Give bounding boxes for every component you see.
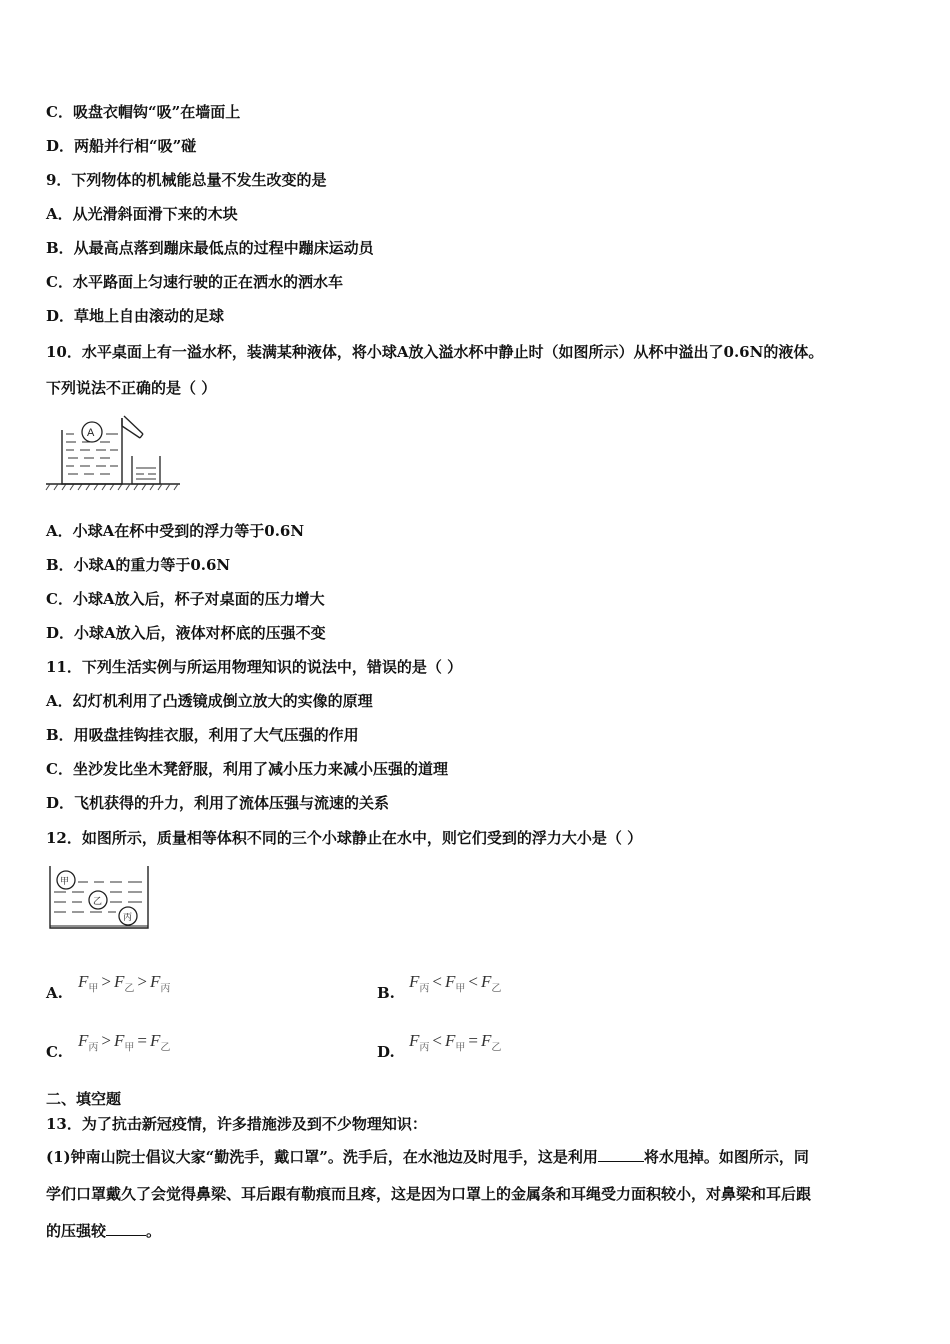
q12-option-d-formula: $F_丙 < F_甲 = F_乙$	[409, 1031, 502, 1054]
q12-option-a-label: A.	[46, 984, 63, 1002]
q13-part1-line1: (1)钟南山院士倡议大家“勤洗手，戴口罩”。洗手后，在水池边及时甩手，这是利用 将水甩掉。如图所示，同	[46, 1148, 809, 1166]
q9-option-b: B．从最高点落到蹦床最低点的过程中蹦床运动员	[46, 239, 374, 257]
q8-option-d: D．两船并行相“吸”碰	[46, 137, 197, 155]
ball-yi-label: 乙	[93, 897, 103, 907]
q12-option-b-formula: $F_丙 < F_甲 < F_乙$	[409, 972, 502, 995]
q10-overflow-cup-figure	[44, 412, 184, 492]
q11-option-d: D．飞机获得的升力，利用了流体压强与流速的关系	[46, 794, 390, 812]
q10-stem-line1: 10．水平桌面上有一溢水杯，装满某种液体，将小球A放入溢水杯中静止时（如图所示）从杯中溢出了0.6N的液体。	[46, 343, 824, 361]
ball-a-label: A	[87, 427, 95, 439]
q12-option-c-label: C.	[46, 1043, 63, 1061]
q12-option-a-formula: $F_甲 > F_乙 > F_丙$	[78, 972, 171, 995]
q12-stem: 12．如图所示，质量相等体积不同的三个小球静止在水中，则它们受到的浮力大小是（ ）	[46, 829, 643, 847]
q9-option-c: C．水平路面上匀速行驶的正在洒水的洒水车	[46, 273, 343, 291]
q10-option-c: C．小球A放入后，杯子对桌面的压力增大	[46, 590, 325, 608]
q10-option-a: A．小球A在杯中受到的浮力等于0.6N	[46, 522, 305, 540]
q10-stem-line2: 下列说法不正确的是（ ）	[46, 379, 217, 397]
q9-option-d: D．草地上自由滚动的足球	[46, 307, 225, 325]
q11-option-a: A．幻灯机利用了凸透镜成倒立放大的实像的原理	[46, 692, 373, 710]
q9-stem: 9．下列物体的机械能总量不发生改变的是	[46, 171, 327, 189]
q12-three-balls-figure	[46, 862, 156, 932]
answer-blank-2[interactable]	[106, 1221, 146, 1236]
q10-option-b: B．小球A的重力等于0.6N	[46, 556, 231, 574]
q11-option-c: C．坐沙发比坐木凳舒服，利用了减小压力来减小压强的道理	[46, 760, 448, 778]
ball-bing-label: 丙	[123, 913, 133, 923]
q13-stem: 13．为了抗击新冠疫情，许多措施涉及到不少物理知识：	[46, 1115, 427, 1133]
q10-option-d: D．小球A放入后，液体对杯底的压强不变	[46, 624, 326, 642]
q13-part1-line2: 学们口罩戴久了会觉得鼻梁、耳后跟有勒痕而且疼，这是因为口罩上的金属条和耳绳受力面积较小，对鼻梁和耳后跟	[46, 1185, 812, 1203]
ball-jia-label: 甲	[60, 877, 70, 887]
q12-option-c-formula: $F_丙 > F_甲 = F_乙$	[78, 1031, 171, 1054]
q12-option-b-label: B.	[377, 984, 395, 1002]
q11-stem: 11．下列生活实例与所运用物理知识的说法中，错误的是（ ）	[46, 658, 463, 676]
answer-blank-1[interactable]	[598, 1147, 644, 1162]
q8-option-c: C．吸盘衣帽钩“吸”在墙面上	[46, 103, 241, 121]
q9-option-a: A．从光滑斜面滑下来的木块	[46, 205, 238, 223]
q12-option-d-label: D.	[377, 1043, 395, 1061]
section-heading-fill-in: 二、填空题	[46, 1090, 122, 1108]
q13-part1-line3: 的压强较 。	[46, 1222, 162, 1240]
q11-option-b: B．用吸盘挂钩挂衣服，利用了大气压强的作用	[46, 726, 359, 744]
